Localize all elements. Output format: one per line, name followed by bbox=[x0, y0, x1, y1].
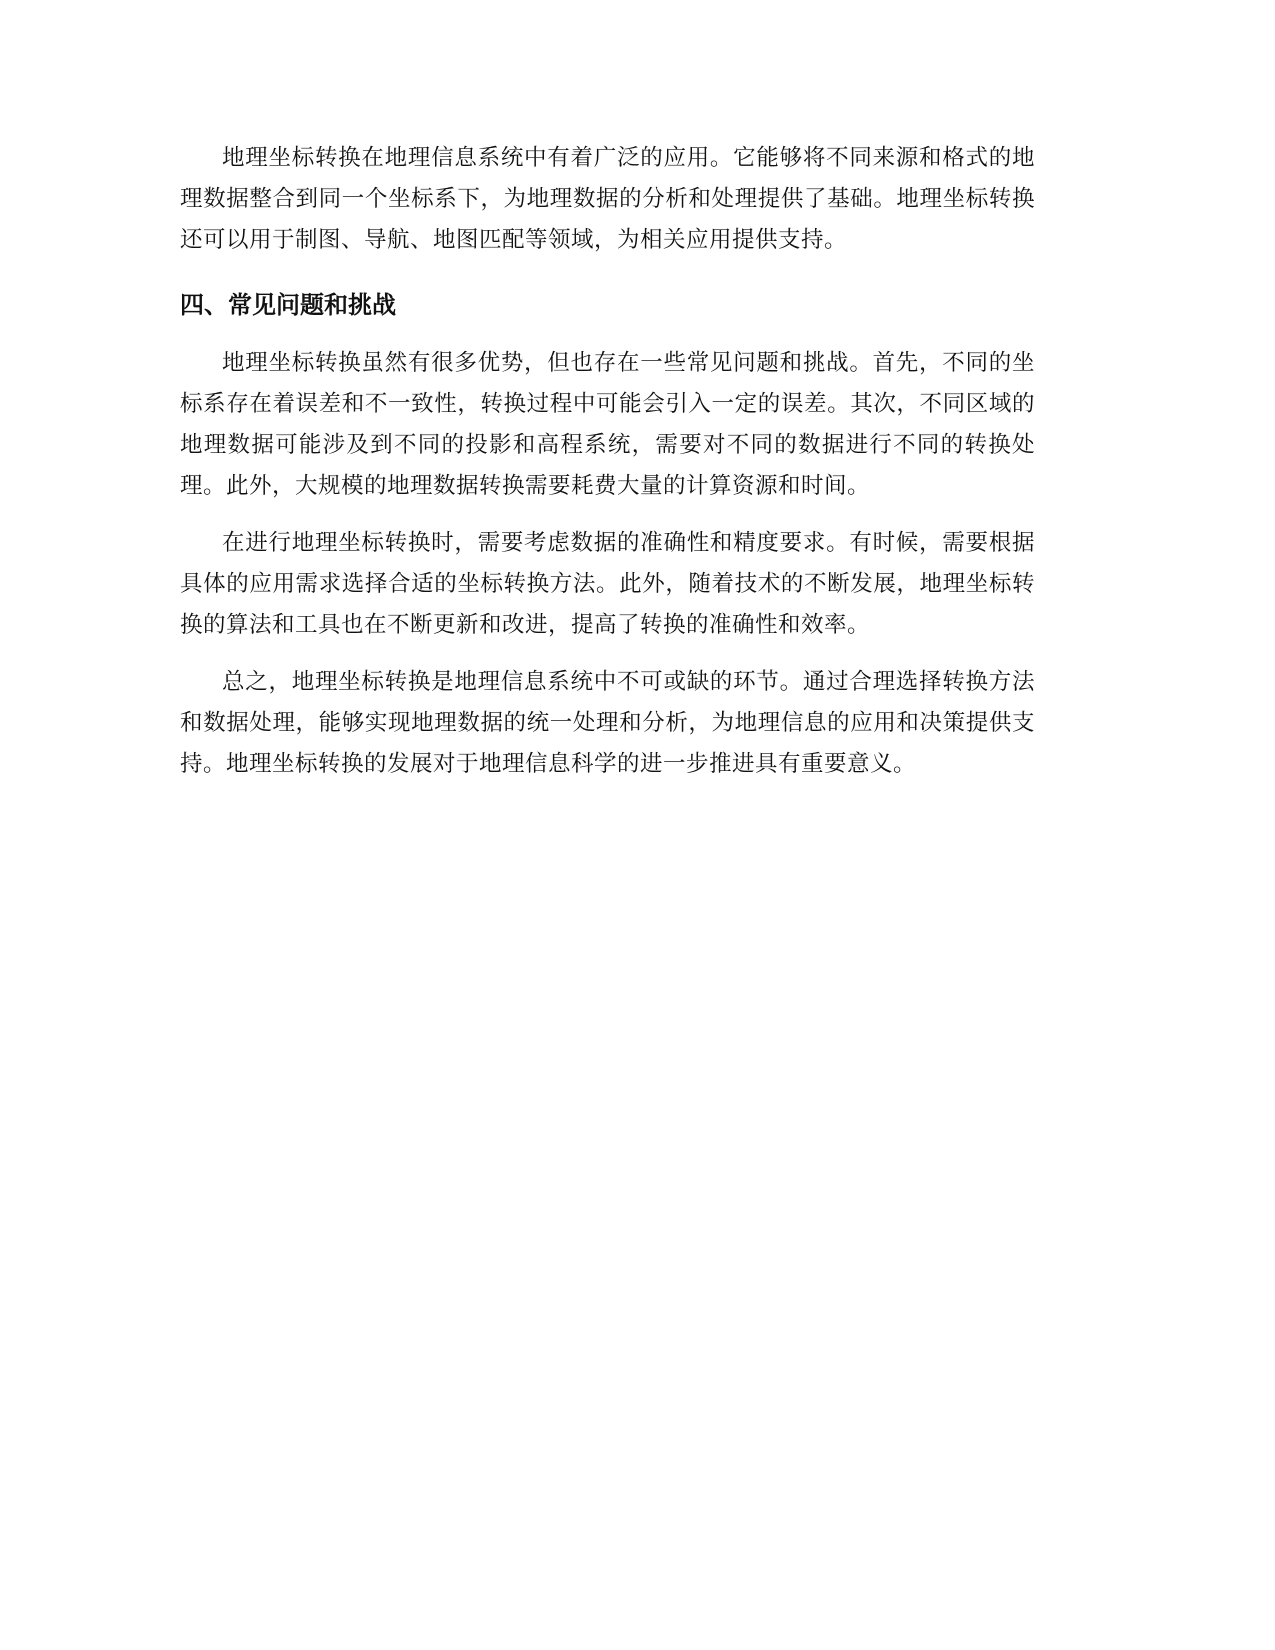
intro-paragraph: 地理坐标转换在地理信息系统中有着广泛的应用。它能够将不同来源和格式的地理数据整合到同一个坐标系下，为地理数据的分析和处理提供了基础。地理坐标转换还可以用于制图、导航、地图匹配等领域，为相关应用提供支持。 bbox=[180, 145, 1035, 253]
body-paragraph: 地理坐标转换虽然有很多优势，但也存在一些常见问题和挑战。首先，不同的坐标系存在着误差和不一致性，转换过程中可能会引入一定的误差。其次，不同区域的地理数据可能涉及到不同的投影和高程系统，需要对不同的数据进行不同的转换处理。此外，大规模的地理数据转换需要耗费大量的计算资源和时间。 bbox=[180, 350, 1035, 499]
body-paragraph: 总之，地理坐标转换是地理信息系统中不可或缺的环节。通过合理选择转换方法和数据处理，能够实现地理数据的统一处理和分析，为地理信息的应用和决策提供支持。地理坐标转换的发展对于地理信息科学的进一步推进具有重要意义。 bbox=[180, 669, 1035, 777]
document-page bbox=[180, 138, 1035, 785]
body-paragraph: 在进行地理坐标转换时，需要考虑数据的准确性和精度要求。有时候，需要根据具体的应用需求选择合适的坐标转换方法。此外，随着技术的不断发展，地理坐标转换的算法和工具也在不断更新和改进，提高了转换的准确性和效率。 bbox=[180, 530, 1035, 638]
section-heading: 四、常见问题和挑战 bbox=[180, 291, 396, 319]
